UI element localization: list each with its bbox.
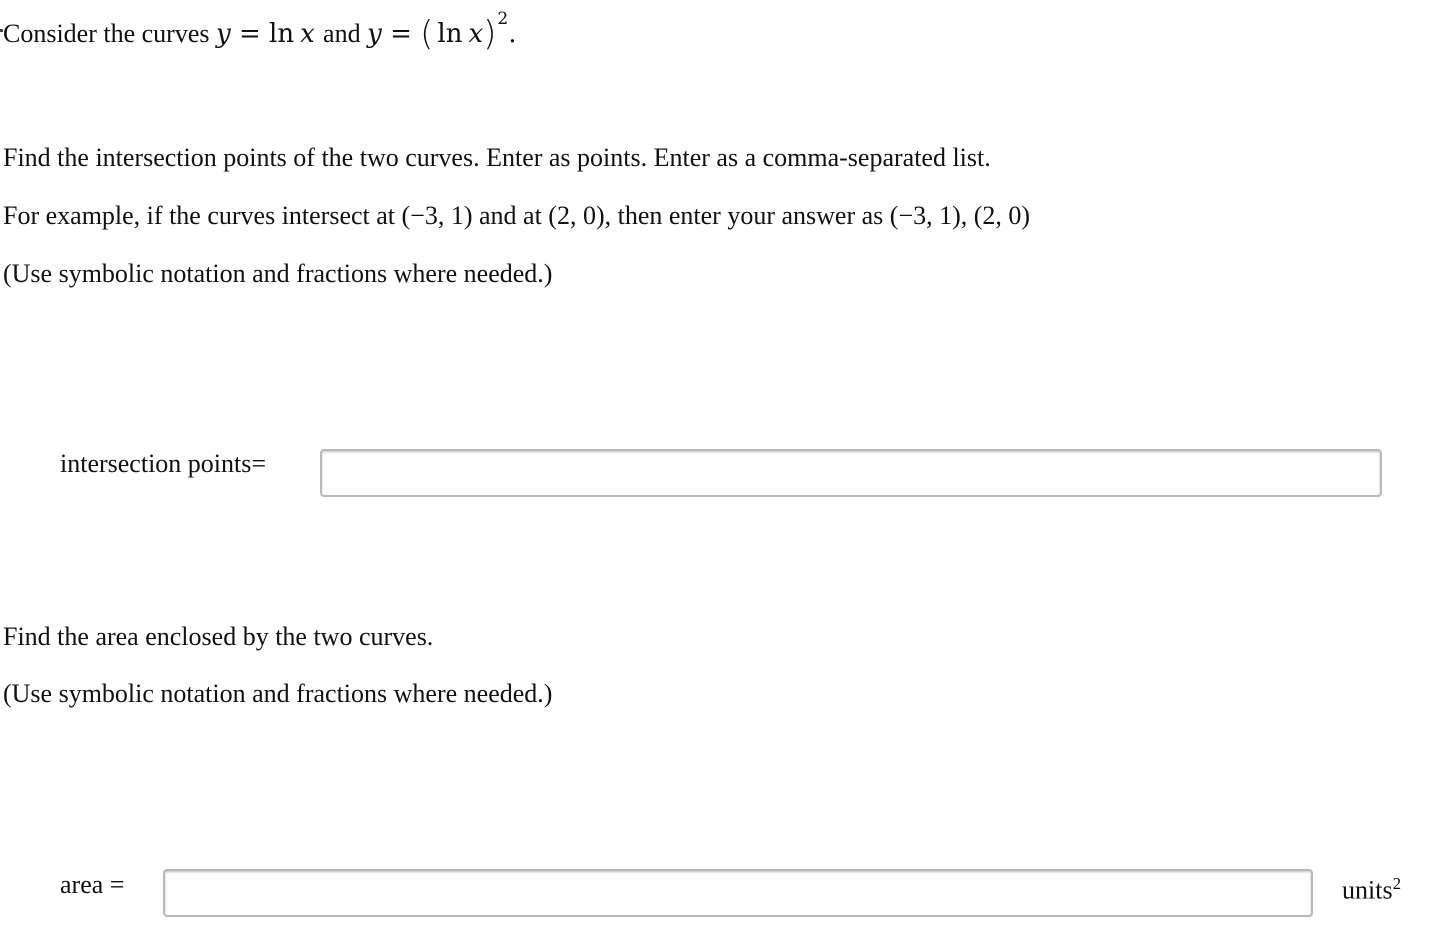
intro-suffix: . xyxy=(508,19,517,49)
intro-prefix: Consider the curves xyxy=(3,19,210,48)
curve-2-open-paren: ( xyxy=(420,14,434,54)
part2-instruction: Find the area enclosed by the two curves. xyxy=(3,622,434,651)
curve-2-lhs: y xyxy=(367,19,382,49)
curve-1-equals: = xyxy=(238,19,261,49)
part1-instruction: Find the intersection points of the two curves. Enter as points. Enter as a comma-separated list. xyxy=(3,143,991,172)
problem-statement xyxy=(3,9,517,54)
curve-1-var: x xyxy=(300,19,315,49)
conjunction: and xyxy=(323,19,361,48)
curve-2-fn: ln xyxy=(437,19,463,49)
units-label xyxy=(1342,868,1401,907)
intersection-points-input[interactable] xyxy=(320,449,1382,497)
part1-example: For example, if the curves intersect at (−3, 1) and at (2, 0), then enter your answer as (−3, 1), (2, 0) xyxy=(3,201,1031,230)
curve-1-lhs: y xyxy=(216,19,231,49)
units-exponent: 2 xyxy=(1392,874,1402,893)
curve-2-equation xyxy=(367,9,517,54)
curve-2-equals: = xyxy=(390,19,412,49)
part2-note: (Use symbolic notation and fractions where needed.) xyxy=(3,679,553,708)
curve-2-var: x xyxy=(468,19,484,49)
curve-1-equation xyxy=(216,19,323,49)
curve-2-close-paren: ) xyxy=(483,14,497,54)
part1-note: (Use symbolic notation and fractions where needed.) xyxy=(3,259,553,288)
units-text: units xyxy=(1342,875,1393,905)
intersection-points-label: intersection points= xyxy=(60,449,267,478)
area-label: area = xyxy=(60,870,125,899)
curve-2-exponent: 2 xyxy=(497,9,509,29)
curve-1-fn: ln xyxy=(269,19,295,49)
area-input[interactable] xyxy=(163,869,1313,917)
